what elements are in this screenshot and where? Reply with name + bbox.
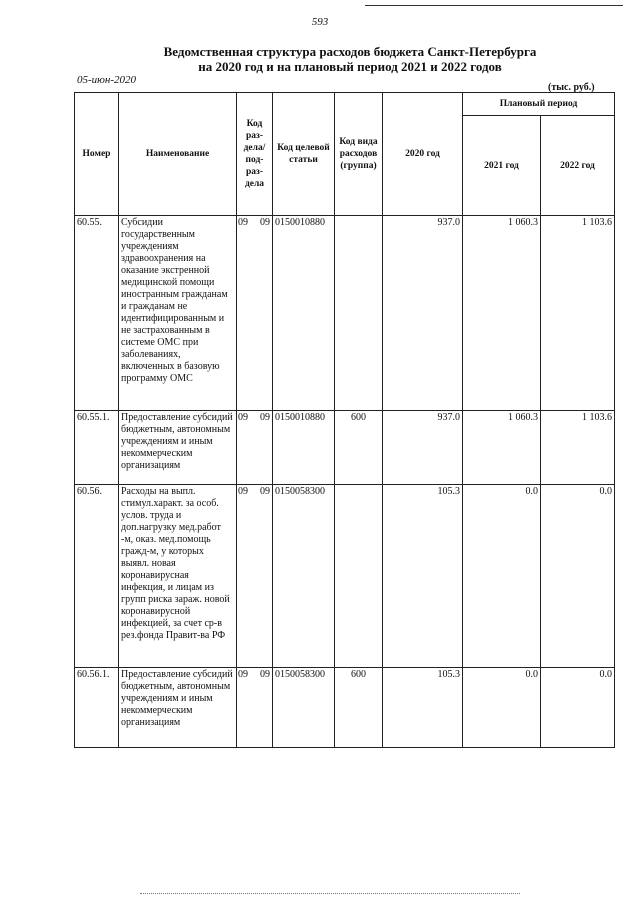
row-2020: 937.0 (383, 411, 463, 485)
row-target: 0150010880 (273, 411, 335, 485)
header-2022: 2022 год (541, 116, 615, 216)
header-name: Наименование (119, 93, 237, 216)
row-2020: 105.3 (383, 668, 463, 748)
row-target: 0150058300 (273, 485, 335, 668)
document-date: 05-июн-2020 (77, 74, 137, 86)
row-target: 0150058300 (273, 668, 335, 748)
row-type: 600 (335, 668, 383, 748)
row-2020: 105.3 (383, 485, 463, 668)
document-title (150, 44, 550, 74)
table-row (75, 411, 615, 485)
page-number: 593 (311, 16, 329, 28)
row-2022: 0.0 (541, 485, 615, 668)
top-rule (365, 5, 623, 6)
row-2020: 937.0 (383, 216, 463, 411)
row-number: 60.56. (75, 485, 119, 668)
row-2021: 0.0 (463, 668, 541, 748)
row-section: 09 09 (237, 485, 273, 668)
row-section: 09 09 (237, 216, 273, 411)
row-number: 60.55.1. (75, 411, 119, 485)
header-type: Код вида расходов (группа) (335, 93, 383, 216)
title-line-2: на 2020 год и на плановый период 2021 и 2022 годов (198, 59, 502, 74)
row-2021: 0.0 (463, 485, 541, 668)
budget-table (74, 92, 615, 748)
row-name: Расходы на выпл. стимул.характ. за особ. услов. труда и доп.нагрузку мед.работ -м, оказ. мед.помощь гражд-м, у которых выявл. новая коронавирусная инфекция, и лицам из групп риска зараж. новой коронавирусной инфекцией, за счет ср-в рез.фонда Правит-ва РФ (119, 485, 237, 668)
row-2022: 1 103.6 (541, 411, 615, 485)
row-2021: 1 060.3 (463, 411, 541, 485)
header-section: Код раз-дела/ под-раз-дела (237, 93, 273, 216)
row-2022: 0.0 (541, 668, 615, 748)
header-row-1 (75, 93, 615, 116)
table-row (75, 485, 615, 668)
row-2021: 1 060.3 (463, 216, 541, 411)
row-2022: 1 103.6 (541, 216, 615, 411)
row-type: 600 (335, 411, 383, 485)
table-row (75, 216, 615, 411)
table-row (75, 668, 615, 748)
footer-rule (140, 893, 520, 894)
header-planned: Плановый период (463, 93, 615, 116)
row-target: 0150010880 (273, 216, 335, 411)
row-name: Предоставление субсидий бюджетным, автономным учреждениям и иным некоммерческим организациям (119, 411, 237, 485)
row-type (335, 216, 383, 411)
header-2021: 2021 год (463, 116, 541, 216)
row-number: 60.56.1. (75, 668, 119, 748)
row-type (335, 485, 383, 668)
row-name: Предоставление субсидий бюджетным, автономным учреждениям и иным некоммерческим организациям (119, 668, 237, 748)
row-section: 09 09 (237, 411, 273, 485)
row-name: Субсидии государственным учреждениям здравоохранения на оказание экстренной медицинской помощи иностранным гражданам и гражданам не идентифицированным и не застрахованным в системе ОМС при заболеваниях, включенных в базовую программу ОМС (119, 216, 237, 411)
row-number: 60.55. (75, 216, 119, 411)
header-target: Код целевой статьи (273, 93, 335, 216)
header-2020: 2020 год (383, 93, 463, 216)
header-number: Номер (75, 93, 119, 216)
units-label: (тыс. руб.) (548, 82, 595, 93)
row-section: 09 09 (237, 668, 273, 748)
title-line-1: Ведомственная структура расходов бюджета Санкт-Петербурга (163, 44, 537, 59)
